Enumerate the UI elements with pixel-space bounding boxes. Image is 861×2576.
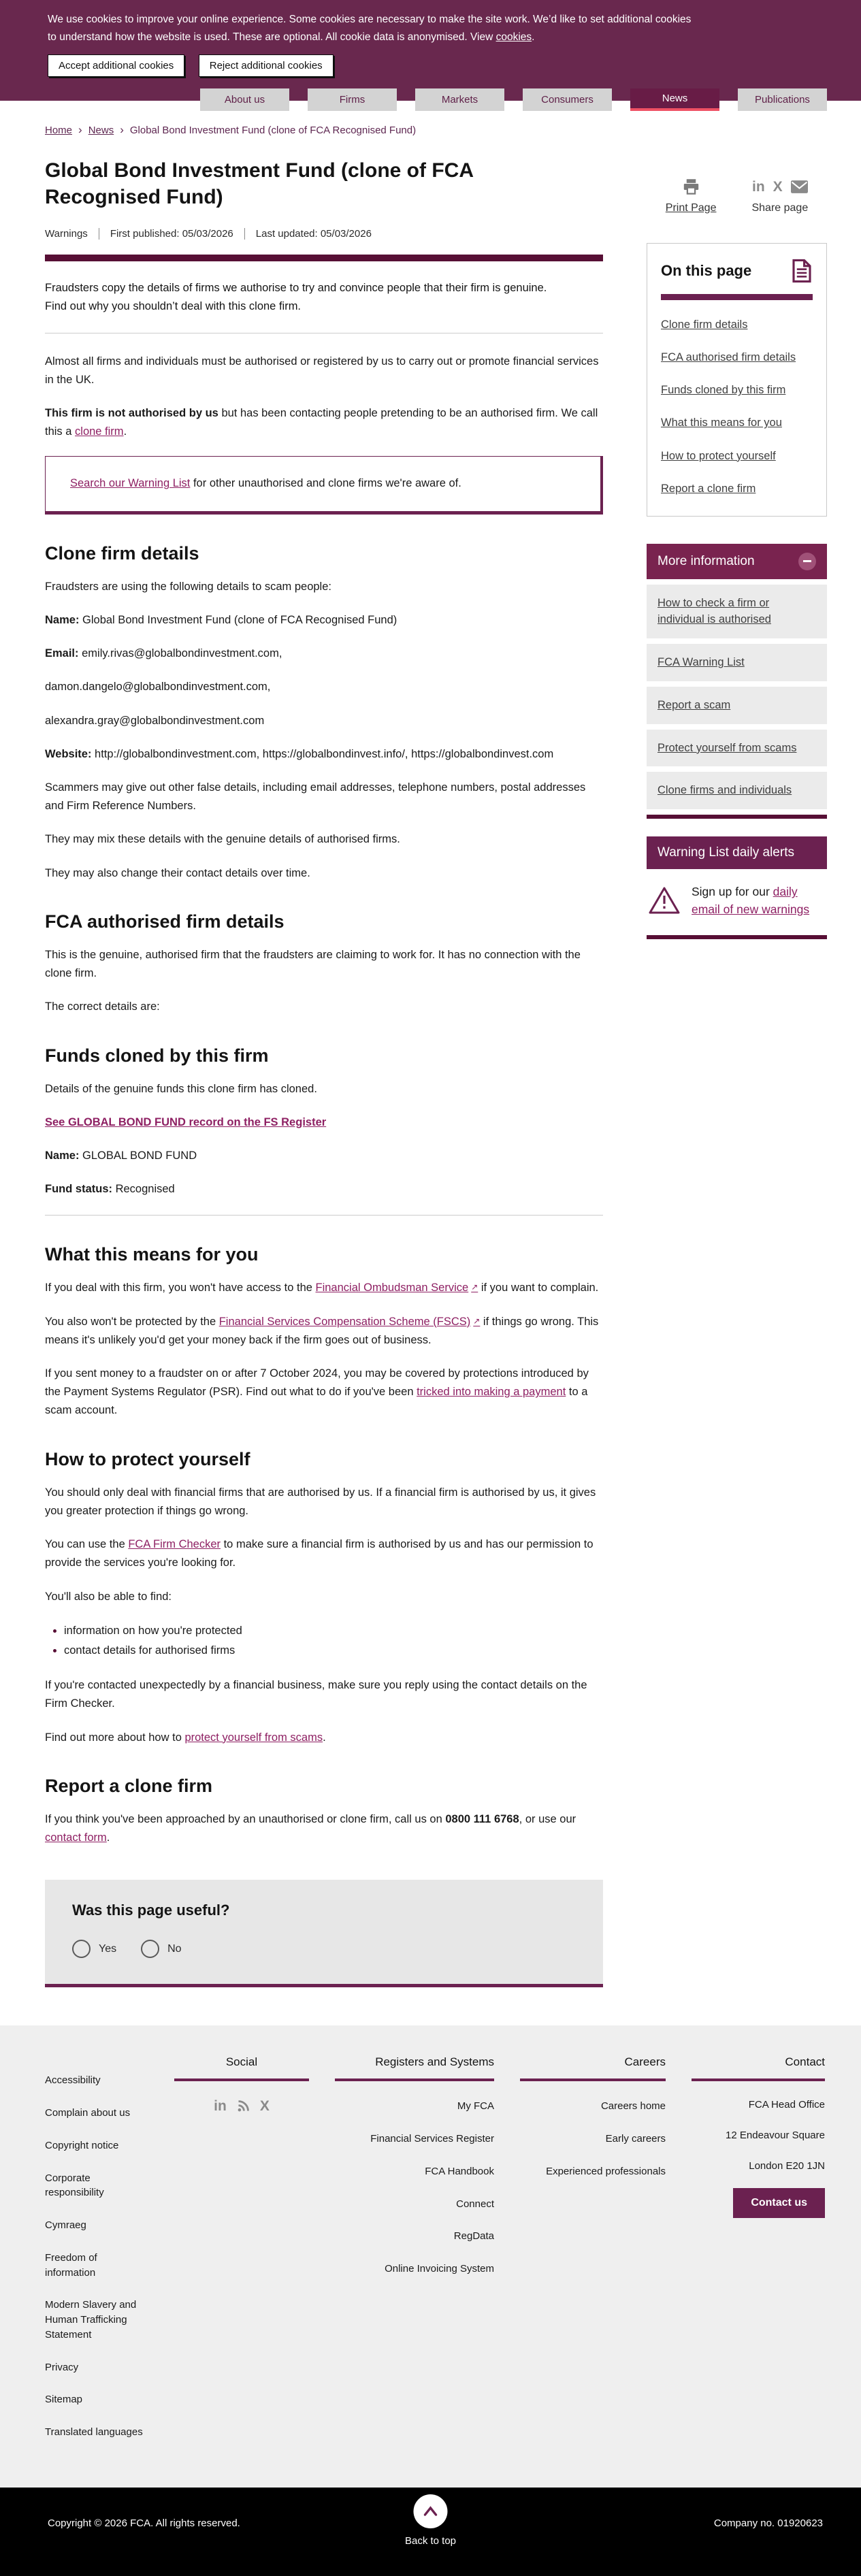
footer-link[interactable]: Early careers (605, 2133, 666, 2145)
cookie-banner (0, 0, 861, 86)
email-icon[interactable] (791, 180, 808, 193)
paragraph (45, 779, 603, 815)
section-heading-funds-cloned: Funds cloned by this firm (45, 1045, 269, 1066)
reject-cookies-button[interactable]: Reject additional cookies (199, 54, 334, 77)
nav-tab-news[interactable]: News (630, 88, 719, 111)
intro-paragraph: Almost all firms and individuals must be authorised or registered by us to carry out or promote financial services in the UK. (45, 355, 599, 386)
yes-label: Yes (99, 1942, 117, 1955)
paragraph (45, 1535, 603, 1572)
paragraph (45, 946, 603, 983)
warning-list-callout (45, 456, 603, 514)
paragraph (45, 1080, 603, 1098)
footer-link[interactable]: Experienced professionals (546, 2165, 666, 2177)
text-segment: Sign up for our (692, 885, 773, 899)
breadcrumb-current: Global Bond Investment Fund (clone of FCA Recognised Fund) (129, 125, 417, 137)
text-segment: . (123, 425, 127, 438)
paragraph (45, 1313, 603, 1350)
text-segment: You'll also be able to find: (45, 1590, 172, 1603)
text-segment: Name: (45, 613, 83, 626)
more-information-link[interactable]: Protect yourself from scams (647, 730, 827, 767)
more-information-title: More information (657, 553, 755, 568)
text-segment: . (532, 31, 535, 43)
rss-icon[interactable] (236, 2099, 250, 2113)
section-heading-clone-firm-details: Clone firm details (45, 542, 199, 564)
minus-icon (803, 560, 811, 562)
section-heading-fca-authorised-firm-details: FCA authorised firm details (45, 911, 285, 932)
text-segment: if things go wrong. This means it's unlikely you'd get your money back if the firm goes out of business. (45, 1315, 599, 1346)
standfirst: Fraudsters copy the details of firms we authorise to try and convince people that their firm is genuine. Find out why you shouldn’t deal with this clone firm. (45, 282, 547, 313)
text-segment: Name: (45, 1149, 83, 1162)
footer-link[interactable]: Sitemap (45, 2394, 83, 2406)
bullet-item: • contact details for authorised firms (64, 1641, 603, 1661)
no-label: No (167, 1942, 182, 1955)
protect-bullet-list (45, 1621, 603, 1661)
text-segment: damon.dangelo@globalbondinvestment.com, (45, 681, 271, 694)
section-heading-report-clone-firm: Report a clone firm (45, 1775, 213, 1796)
nav-tab-consumers[interactable]: Consumers (523, 88, 612, 111)
primary-nav (0, 88, 861, 111)
collapse-button[interactable] (798, 553, 816, 570)
inline-link[interactable]: Financial Services Compensation Scheme (FSCS) ↗ (219, 1316, 481, 1328)
text-segment: . (106, 1831, 110, 1844)
divider (45, 1215, 603, 1216)
text-segment: Recognised (115, 1183, 175, 1196)
breadcrumb (45, 123, 827, 137)
text-segment: If you sent money to a fraudster on or after 7 October 2024, you may be covered by protections introduced by the Payment Systems Regulator (PSR). Find out what to do if you've been (45, 1367, 589, 1399)
text-segment: , or use our (519, 1812, 576, 1825)
text-segment: If you think you've been approached by an unauthorised or clone firm, call us on (45, 1812, 446, 1825)
text-segment: to make sure a financial firm is authorised by us and has our permission to provide the services you're looking for. (45, 1538, 594, 1569)
footer-careers-links (520, 2099, 666, 2179)
paragraph (45, 864, 603, 883)
footer-link[interactable]: My FCA (457, 2100, 494, 2113)
accept-cookies-button[interactable]: Accept additional cookies (48, 54, 184, 77)
footer-contact-heading: Contact (692, 2055, 825, 2081)
text-segment: Global Bond Investment Fund (clone of FCA Recognised Fund) (82, 613, 397, 626)
footer-contact-column (692, 2055, 825, 2440)
on-this-page-links (661, 317, 813, 497)
no-radio[interactable] (141, 1940, 159, 1958)
alerts-title: Warning List daily alerts (647, 836, 827, 869)
main-content (45, 137, 603, 1987)
text-segment: Fraudsters are using the following details to scam people: (45, 580, 331, 593)
inline-link[interactable]: Search our Warning List (70, 477, 191, 490)
footer-careers-column (520, 2055, 666, 2440)
back-to-top-button[interactable] (405, 2494, 456, 2547)
footer-link[interactable]: Careers home (600, 2100, 666, 2113)
inline-link[interactable]: Financial Ombudsman Service ↗ (316, 1282, 478, 1294)
text-segment: You can use the (45, 1538, 129, 1551)
share-page (751, 176, 808, 214)
on-this-page-link[interactable]: FCA authorised firm details (661, 351, 796, 364)
footer-link[interactable]: Corporate responsibility (45, 2172, 104, 2199)
footer-link[interactable]: Connect (456, 2198, 494, 2210)
more-information-link[interactable]: How to check a firm or individual is authorised (647, 585, 827, 639)
text-segment: Find out more about how to (45, 1731, 185, 1744)
sidebar (647, 137, 827, 939)
site-masthead (0, 0, 861, 106)
footer-link[interactable]: Online Invoicing System (385, 2263, 494, 2275)
on-this-page-card (647, 243, 827, 517)
paragraph (45, 678, 603, 696)
paragraph (45, 830, 603, 849)
alerts-signup-text (692, 883, 826, 919)
paragraph (45, 1365, 603, 1420)
on-this-page-title: On this page (661, 262, 752, 280)
company-number: Company no. 01920623 (713, 2517, 823, 2529)
footer-careers-heading: Careers (520, 2055, 666, 2081)
printer-icon (682, 178, 700, 196)
linkedin-icon[interactable]: in (752, 178, 765, 195)
footer-link[interactable]: RegData (453, 2230, 494, 2243)
document-icon (791, 259, 813, 283)
paragraph (45, 712, 603, 730)
paragraph (45, 1279, 603, 1297)
footer-social-heading: Social (174, 2055, 309, 2081)
text-segment: We use cookies to improve your online experience. Some cookies are necessary to make the site work. We’d like to set additional cookies to understand how the website is used. These are optional. All cookie data is anonymised. View (48, 14, 692, 43)
text-segment: The correct details are: (45, 1000, 160, 1013)
text-segment: They may mix these details with the genuine details of authorised firms. (45, 833, 400, 846)
text-segment: If you deal with this firm, you won't have access to the (45, 1282, 316, 1294)
bullet-item: • information on how you're protected (64, 1621, 603, 1642)
more-information-link[interactable]: Report a scam (647, 687, 827, 724)
title-rule (45, 255, 603, 261)
on-this-page-link[interactable]: Funds cloned by this firm (661, 384, 786, 397)
text-segment: Email: (45, 647, 82, 660)
inline-link[interactable]: cookies (496, 31, 532, 43)
x-icon[interactable]: X (773, 178, 783, 195)
address-line: 12 Endeavour Square (726, 2130, 825, 2142)
text-segment: This firm is not authorised by us (45, 407, 218, 419)
x-icon[interactable]: X (259, 2098, 270, 2115)
section-heading-how-to-protect: How to protect yourself (45, 1448, 250, 1469)
text-segment: but has been contacting people pretending to be an authorised firm. We call this a (45, 407, 598, 438)
on-this-page-link[interactable]: Clone firm details (661, 319, 748, 331)
category-label: Warnings (45, 228, 88, 240)
footer-link[interactable]: Modern Slavery and Human Trafficking Statement (45, 2299, 137, 2341)
on-this-page-link[interactable]: Report a clone firm (661, 482, 756, 495)
nav-tab-firms[interactable]: Firms (308, 88, 397, 111)
more-information-link[interactable]: Clone firms and individuals (647, 772, 827, 809)
footer-registers-heading: Registers and Systems (335, 2055, 494, 2081)
page-title: Global Bond Investment Fund (clone of FCA Recognised Fund) (45, 159, 473, 209)
text-segment: http://globalbondinvestment.com, https://globalbondinvest.info/, https://globalbondinvest.com (95, 747, 554, 760)
chevron-right-icon: › (78, 123, 82, 137)
footer-registers-links (335, 2099, 494, 2277)
footer-link[interactable]: Accessibility (45, 2074, 101, 2087)
text-segment: . (323, 1731, 326, 1744)
paragraph (45, 1810, 603, 1847)
footer-link[interactable]: Cymraeg (45, 2219, 86, 2231)
footer-link[interactable]: Translated languages (45, 2426, 143, 2438)
paragraph (45, 1588, 603, 1606)
contact-us-button[interactable]: Contact us (733, 2188, 825, 2218)
paragraph (45, 645, 603, 663)
chevron-up-icon (421, 2505, 439, 2518)
text-segment: emily.rivas@globalbondinvestment.com, (82, 647, 282, 660)
bottom-bar (0, 2488, 861, 2576)
site-footer (0, 2025, 861, 2488)
paragraph (45, 1484, 603, 1520)
feedback-question: Was this page useful? (72, 1902, 230, 1919)
inline-link[interactable]: contact form (45, 1831, 107, 1844)
footer-link[interactable]: Complain about us (45, 2107, 131, 2119)
yes-radio[interactable] (72, 1940, 91, 1958)
more-information-rule (647, 815, 827, 819)
paragraph (45, 1147, 603, 1165)
inline-link[interactable]: daily email of new warnings (692, 885, 810, 917)
address-line: London E20 1JN (749, 2160, 825, 2172)
intro-paragraph (45, 404, 603, 441)
inline-link[interactable]: FCA Firm Checker (128, 1538, 221, 1551)
footer-link[interactable]: Freedom of information (45, 2251, 97, 2279)
article-meta (45, 228, 603, 240)
text-segment: to a scam account. (45, 1386, 588, 1417)
fs-register-link-paragraph (45, 1113, 603, 1132)
text-segment: This is the genuine, authorised firm that the fraudsters are claiming to work for. It has no connection with the clone firm. (45, 948, 581, 980)
paragraph (45, 1676, 603, 1713)
paragraph (45, 611, 603, 630)
back-to-top-label: Back to top (404, 2534, 457, 2547)
nav-tab-about-us[interactable]: About us (200, 88, 289, 111)
cookie-message (48, 11, 701, 46)
inline-link[interactable]: See GLOBAL BOND FUND record on the FS Register (45, 1115, 327, 1128)
text-segment: Scammers may give out other false details, including email addresses, telephone numbers, postal addresses and Firm Reference Numbers. (45, 781, 586, 813)
more-information-link[interactable]: FCA Warning List (647, 644, 827, 681)
more-information-card (647, 544, 827, 819)
text-segment: You should only deal with financial firms that are authorised by us. If a financial firm is authorised by us, it gives you greater protection if things go wrong. (45, 1486, 596, 1517)
first-published: First published: 05/03/2026 (99, 228, 233, 240)
paragraph (45, 578, 603, 596)
on-this-page-link[interactable]: What this means for you (661, 417, 782, 429)
print-page[interactable] (666, 176, 717, 214)
chevron-right-icon: › (120, 123, 124, 137)
nav-tab-markets[interactable]: Markets (415, 88, 504, 111)
footer-link[interactable]: Privacy (45, 2361, 79, 2373)
text-segment: 0800 111 6768 (445, 1812, 519, 1825)
footer-legal-links (45, 2055, 148, 2440)
paragraph (45, 998, 603, 1016)
copyright-text: Copyright © 2026 FCA. All rights reserved. (48, 2517, 240, 2529)
breadcrumb-news[interactable]: News (88, 125, 114, 137)
address-line: FCA Head Office (748, 2099, 825, 2111)
footer-link[interactable]: Copyright notice (45, 2139, 119, 2151)
text-segment: alexandra.gray@globalbondinvestment.com (45, 714, 265, 727)
text-segment: Fund status: (45, 1183, 116, 1196)
share-page-label: Share page (751, 202, 809, 214)
last-updated: Last updated: 05/03/2026 (244, 228, 372, 240)
footer-social-column (174, 2055, 309, 2440)
paragraph (45, 1180, 603, 1199)
inline-link[interactable]: tricked into making a payment (417, 1386, 566, 1399)
warning-list-text (70, 474, 576, 493)
linkedin-icon[interactable]: in (214, 2098, 227, 2115)
text-segment: They may also change their contact details over time. (45, 866, 310, 879)
paragraph (45, 1729, 603, 1747)
text-segment: Details of the genuine funds this clone firm has cloned. (45, 1082, 317, 1095)
on-this-page-rule (661, 294, 813, 300)
feedback-no-option[interactable] (141, 1940, 181, 1958)
more-information-links (647, 585, 827, 810)
feedback-yes-option[interactable] (72, 1940, 116, 1958)
text-segment: for other unauthorised and clone firms we're aware of. (190, 477, 461, 490)
footer-address (692, 2098, 825, 2173)
nav-tab-publications[interactable]: Publications (738, 88, 827, 111)
alerts-rule (647, 935, 827, 939)
footer-link[interactable]: Financial Services Register (370, 2133, 494, 2145)
text-segment: Website: (45, 747, 95, 760)
warning-list-alerts-card (647, 836, 827, 939)
warning-triangle-icon (648, 885, 681, 915)
page-feedback-box (45, 1880, 603, 1987)
on-this-page-link[interactable]: How to protect yourself (661, 449, 776, 462)
inline-link[interactable]: protect yourself from scams (184, 1731, 323, 1744)
print-page-link[interactable]: Print Page (665, 202, 717, 214)
text-segment: You also won't be protected by the (45, 1315, 219, 1328)
paragraph (45, 745, 603, 764)
section-heading-what-this-means: What this means for you (45, 1244, 259, 1265)
text-segment: If you're contacted unexpectedly by a financial business, make sure you reply using the contact details on the Firm Checker. (45, 1679, 587, 1710)
text-segment: if you want to complain. (478, 1282, 599, 1294)
text-segment: GLOBAL BOND FUND (82, 1149, 197, 1162)
footer-link[interactable]: FCA Handbook (425, 2165, 494, 2177)
inline-link[interactable]: clone firm (75, 425, 124, 438)
breadcrumb-home[interactable]: Home (45, 125, 73, 137)
footer-registers-column (335, 2055, 494, 2440)
